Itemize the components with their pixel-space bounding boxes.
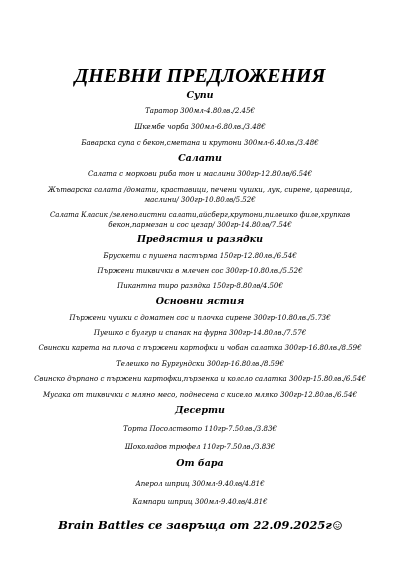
menu-item: Свински карета на плоча с пържени картофки и чобан салатка 300гр-16.80лв./8.59€ bbox=[38, 344, 362, 352]
menu-item: Пуешко с булгур и спанак на фурна 300гр-14.80лв./7.57€ bbox=[93, 329, 307, 337]
menu-item: Брускети с пушена пастърма 150гр-12.80лв./6.54€ bbox=[103, 252, 297, 260]
menu-item: Баварска супа с бекон,сметана и крутони 300мл-6.40лв./3.48€ bbox=[81, 139, 319, 147]
section-heading-bar: От бара bbox=[176, 458, 224, 469]
menu-item: Торта Посолството 110гр-7.50лв./3.83€ bbox=[123, 425, 277, 433]
footer-text: Brain Battles се завръща от 22.09.2025г bbox=[58, 518, 332, 532]
menu-item: Пържени чушки с доматен сос и плочка сирене 300гр-10.80лв./5.73€ bbox=[69, 314, 331, 322]
section-heading-salads: Салати bbox=[178, 153, 222, 164]
menu-item: Кампари шприц 300мл-9.40лв/4.81€ bbox=[132, 498, 268, 506]
section-heading-desserts: Десерти bbox=[175, 405, 225, 416]
section-heading-mains: Основни ястия bbox=[155, 296, 245, 307]
menu-item: Свинско дърпано с пържени картофки,пързенка и колсло салатка 300гр-15.80лв./6.54€ bbox=[34, 375, 366, 383]
menu-item: Таратор 300мл-4.80лв./2.45€ bbox=[145, 107, 255, 115]
menu-title: ДНЕВНИ ПРЕДЛОЖЕНИЯ bbox=[74, 65, 326, 87]
section-heading-soups: Супи bbox=[186, 90, 214, 101]
menu-item: Аперол шприц 300мл-9.40лв/4.81€ bbox=[135, 480, 265, 488]
menu-item: Шкембе чорба 300мл-6.80лв./3.48€ bbox=[134, 123, 266, 131]
menu-item: Пържени тиквички в млечен сос 300гр-10.80лв./5.52€ bbox=[97, 267, 303, 275]
menu-item: Жътварска салата /домати, краставици, печени чушки, лук, сирене, царевица, маслини/ 300гр-10.80лв/5.52€ bbox=[47, 186, 353, 204]
menu-item: Мусака от тиквички с мляно месо, поднесена с кисело мляко 300гр-12.80лв./6.54€ bbox=[42, 391, 357, 399]
menu-item: Шоколадов трюфел 110гр-7.50лв./3.83€ bbox=[124, 443, 276, 451]
menu-item: Салата с моркови риба тон и маслини 300гр-12.80лв/6.54€ bbox=[87, 170, 313, 178]
section-heading-starters: Предястия и разядки bbox=[136, 234, 264, 245]
menu-item: Салата Класик /зеленолистни салати,айсберг,крутони,пилешко филе,хрупкав бекон,пармезан и сос цезар/ 300гр-14.80лв/7.54€ bbox=[49, 211, 351, 229]
footer-announcement bbox=[0, 518, 400, 532]
menu-item: Пикантна тиро разядка 150гр-8.80лв/4.50€ bbox=[117, 282, 283, 290]
smiley-face-icon bbox=[333, 521, 342, 530]
menu-item: Телешко по Бургундски 300гр-16.80лв./8.59€ bbox=[116, 360, 284, 368]
